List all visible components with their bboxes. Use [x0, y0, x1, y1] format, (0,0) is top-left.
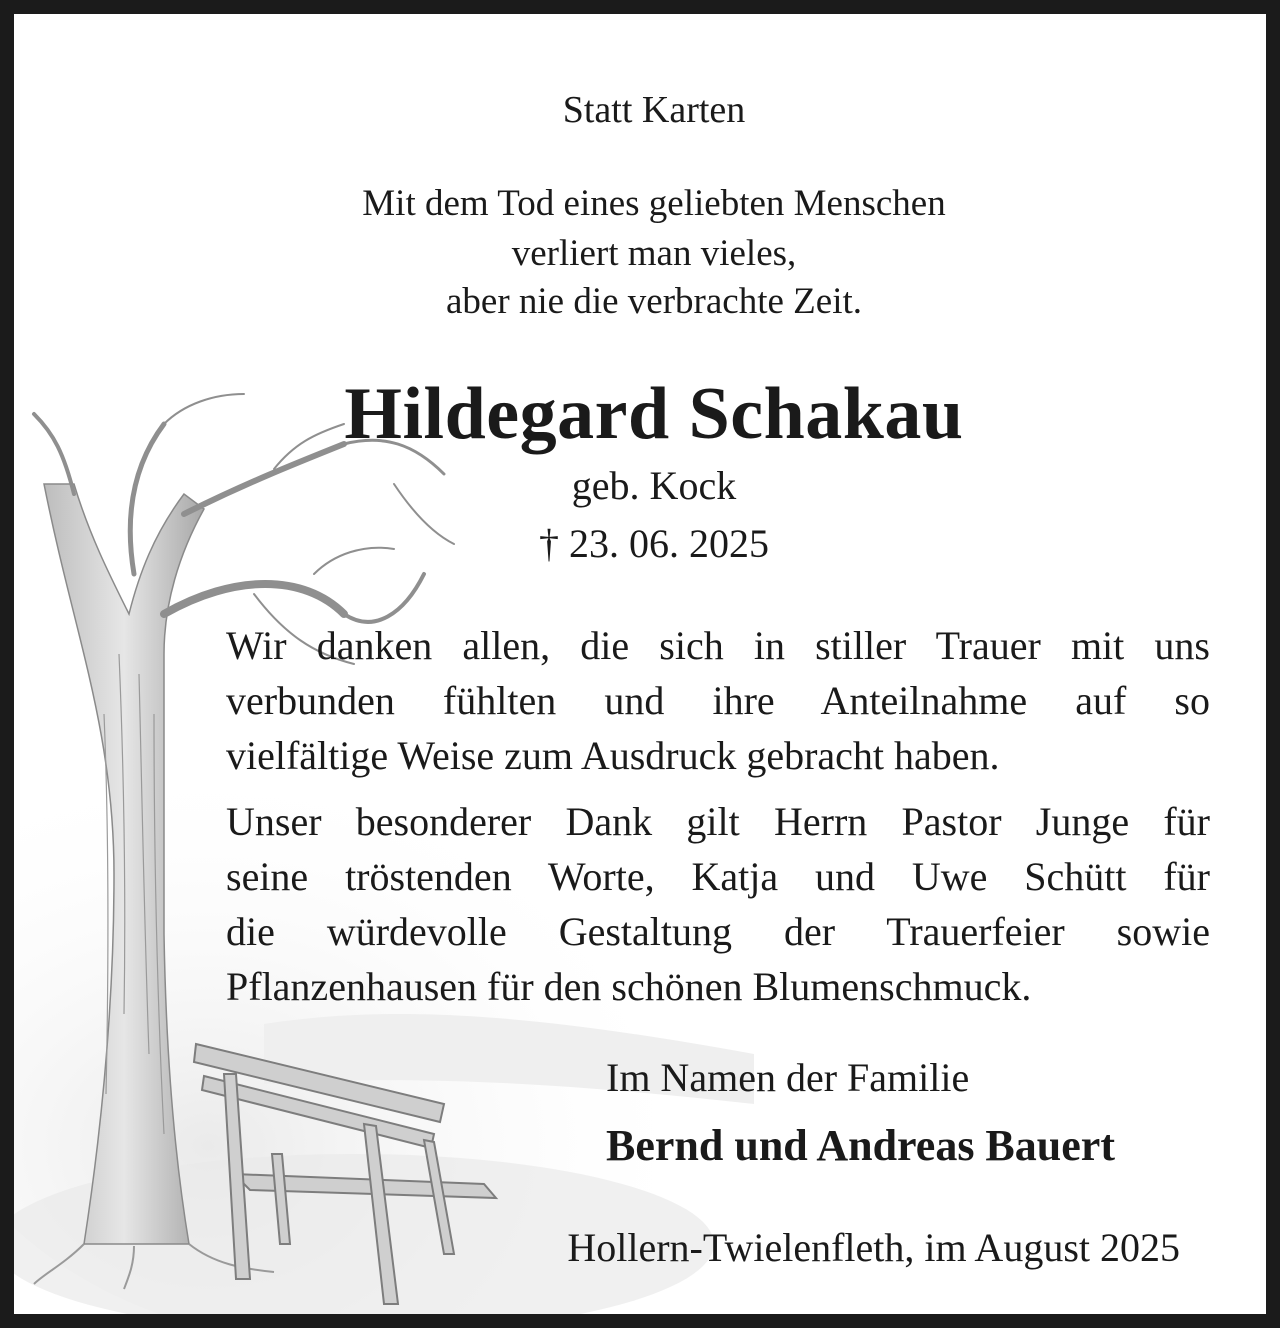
thanks-line-2: verbunden fühlten und ihre Anteilnahme auf so	[226, 678, 1210, 723]
quote-line-3: aber nie die verbrachte Zeit.	[445, 281, 862, 322]
special-thanks-line-3: die würdevolle Gestaltung der Trauerfeier sowie	[226, 909, 1210, 954]
quote-line-2: verliert man vieles,	[511, 233, 797, 274]
special-thanks-line-2: seine tröstenden Worte, Katja und Uwe Schütt für	[226, 854, 1210, 899]
thanks-line-1: Wir danken allen, die sich in stiller Trauer mit uns	[226, 623, 1210, 668]
signers: Bernd und Andreas Bauert	[606, 1121, 1115, 1170]
special-thanks-line-4: Pflanzenhausen für den schönen Blumenschmuck.	[226, 964, 1032, 1009]
thanks-paragraph	[226, 618, 1210, 783]
special-thanks-line-1: Unser besonderer Dank gilt Herrn Pastor Junge für	[226, 799, 1210, 844]
maiden-name: geb. Kock	[571, 463, 737, 508]
header-statt-karten: Statt Karten	[562, 89, 746, 131]
place-and-date: Hollern-Twielenfleth, im August 2025	[567, 1225, 1180, 1270]
family-label: Im Namen der Familie	[606, 1055, 970, 1100]
death-date: † 23. 06. 2025	[539, 521, 769, 566]
thanks-line-3: vielfältige Weise zum Ausdruck gebracht haben.	[226, 733, 1000, 778]
special-thanks-paragraph	[226, 794, 1210, 1014]
deceased-name: Hildegard Schakau	[344, 373, 964, 455]
quote-line-1: Mit dem Tod eines geliebten Menschen	[362, 183, 946, 224]
